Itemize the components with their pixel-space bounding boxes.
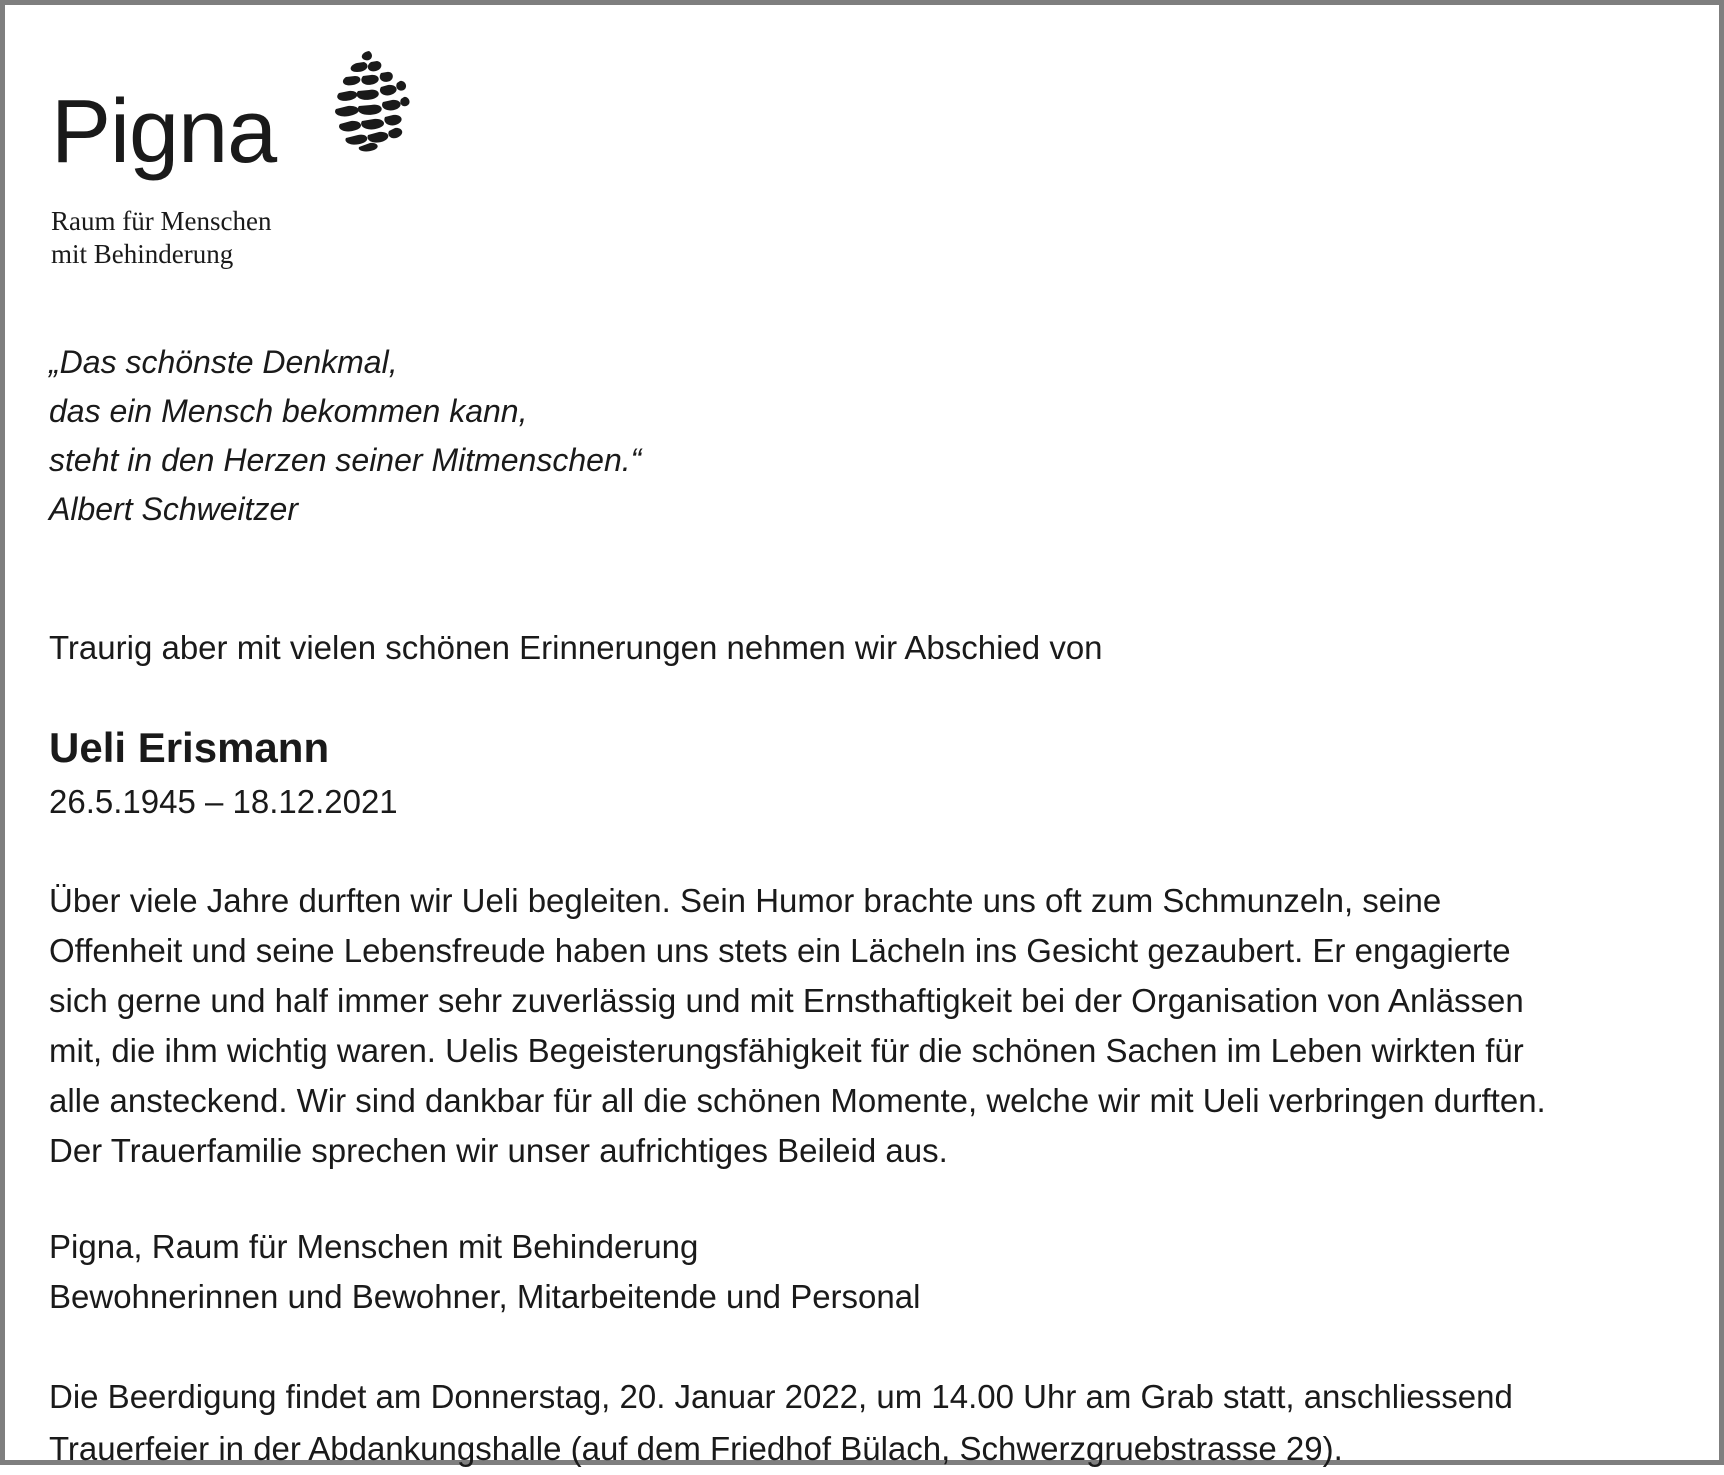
intro-text: Traurig aber mit vielen schönen Erinnerungen nehmen wir Abschied von	[49, 629, 1103, 666]
tribute-line: Offenheit und seine Lebensfreude haben uns stets ein Lächeln ins Gesicht gezaubert. Er engagierte	[49, 932, 1511, 969]
quote-line: steht in den Herzen seiner Mitmenschen.“	[49, 442, 642, 478]
funeral-info	[49, 1371, 1513, 1475]
tribute-text	[49, 876, 1689, 1176]
logo-tagline	[51, 205, 271, 271]
signature-line: Bewohnerinnen und Bewohner, Mitarbeitende und Personal	[49, 1278, 921, 1315]
notice-content	[49, 45, 1689, 1467]
logo-tagline-line: mit Behinderung	[51, 239, 234, 269]
quote-author: Albert Schweitzer	[49, 491, 298, 527]
pine-cone-icon	[331, 49, 411, 153]
funeral-line: Die Beerdigung findet am Donnerstag, 20. Januar 2022, um 14.00 Uhr am Grab statt, anschliessend	[49, 1378, 1513, 1415]
tribute-line: sich gerne und half immer sehr zuverlässig und mit Ernsthaftigkeit bei der Organisation von Anlässen	[49, 982, 1524, 1019]
logo-wordmark: Pigna	[51, 82, 277, 182]
tribute-line: mit, die ihm wichtig waren. Uelis Begeisterungsfähigkeit für die schönen Sachen im Leben wirkten für	[49, 1032, 1524, 1069]
quote-line: „Das schönste Denkmal,	[49, 344, 398, 380]
deceased-name: Ueli Erismann	[49, 724, 330, 771]
life-dates: 26.5.1945 – 18.12.2021	[49, 783, 398, 820]
pigna-logo	[49, 45, 1689, 275]
funeral-line: Trauerfeier in der Abdankungshalle (auf dem Friedhof Bülach, Schwerzgruebstrasse 29).	[49, 1430, 1343, 1467]
tribute-line: Über viele Jahre durften wir Ueli begleiten. Sein Humor brachte uns oft zum Schmunzeln, seine	[49, 882, 1442, 919]
tribute-line: Der Trauerfamilie sprechen wir unser aufrichtiges Beileid aus.	[49, 1132, 948, 1169]
tribute-line: alle ansteckend. Wir sind dankbar für all die schönen Momente, welche wir mit Ueli verbringen durften.	[49, 1082, 1546, 1119]
signature-line: Pigna, Raum für Menschen mit Behinderung	[49, 1228, 699, 1265]
quote-block	[49, 338, 641, 534]
logo-tagline-line: Raum für Menschen	[51, 206, 272, 236]
quote-line: das ein Mensch bekommen kann,	[49, 393, 528, 429]
signature-block	[49, 1222, 920, 1322]
